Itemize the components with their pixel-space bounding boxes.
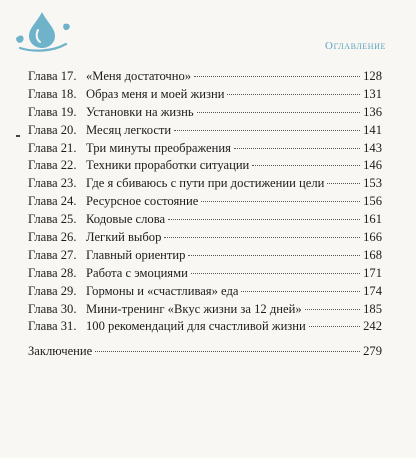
- page-number: 153: [363, 176, 382, 191]
- toc-entry[interactable]: [28, 301, 382, 319]
- table-of-contents: [28, 68, 382, 361]
- toc-entry[interactable]: [28, 68, 382, 86]
- page-number: 136: [363, 104, 382, 119]
- toc-entry[interactable]: [28, 104, 382, 122]
- chapter-title: Три минуты преображения: [86, 140, 231, 155]
- page-number: 171: [363, 265, 382, 280]
- dot-leader: [168, 218, 360, 220]
- dot-leader: [252, 164, 360, 166]
- chapter-title: Кодовые слова: [86, 212, 166, 227]
- toc-entry[interactable]: [28, 229, 382, 247]
- chapter-title: Гормоны и «счастливая» еда: [86, 283, 239, 298]
- chapter-title: Установки на жизнь: [86, 104, 194, 119]
- page-number: 156: [363, 194, 382, 209]
- chapter-number: Глава 20.: [28, 122, 77, 137]
- page-number: 161: [363, 212, 382, 227]
- chapter-number: Глава 17.: [28, 69, 77, 83]
- page-number: 242: [363, 319, 382, 334]
- chapter-number: Глава 19.: [28, 104, 77, 119]
- dot-leader: [327, 182, 360, 184]
- page-number: 131: [363, 86, 382, 101]
- dot-leader: [309, 325, 360, 327]
- dot-leader: [201, 200, 360, 202]
- dot-leader: [191, 272, 360, 274]
- chapter-title: Месяц легкости: [86, 122, 172, 137]
- page-number: 141: [363, 122, 382, 137]
- water-drop-splash-icon: [12, 8, 72, 52]
- chapter-title: Техники проработки ситуации: [86, 158, 250, 173]
- page-number: 174: [363, 283, 382, 298]
- dot-leader: [227, 93, 360, 95]
- dot-leader: [197, 111, 361, 113]
- chapter-number: Глава 31.: [28, 319, 77, 334]
- toc-entry[interactable]: [28, 193, 382, 211]
- dot-leader: [95, 350, 360, 352]
- toc-entry[interactable]: [28, 140, 382, 158]
- toc-entry[interactable]: [28, 283, 382, 301]
- toc-entry[interactable]: [28, 175, 382, 193]
- chapter-number: Глава 25.: [28, 212, 77, 227]
- margin-mark: [16, 135, 20, 137]
- dot-leader: [305, 308, 360, 310]
- chapter-number: Глава 29.: [28, 283, 77, 298]
- chapter-number: Глава 21.: [28, 140, 77, 155]
- toc-entry[interactable]: [28, 265, 382, 283]
- page-number: 143: [363, 140, 382, 155]
- chapter-title: Мини-тренинг «Вкус жизни за 12 дней»: [86, 301, 302, 316]
- page-number: 128: [363, 69, 382, 83]
- chapter-number: Глава 28.: [28, 265, 77, 280]
- chapter-title: Легкий выбор: [86, 230, 162, 245]
- chapter-title: Образ меня и моей жизни: [86, 86, 225, 101]
- dot-leader: [194, 75, 360, 77]
- dot-leader: [174, 129, 360, 131]
- chapter-number: Глава 22.: [28, 158, 77, 173]
- toc-entry[interactable]: [28, 247, 382, 265]
- chapter-number: Глава 27.: [28, 247, 77, 262]
- chapter-number: Глава 30.: [28, 301, 77, 316]
- chapter-title: Ресурсное состояние: [86, 194, 199, 209]
- dot-leader: [241, 290, 360, 292]
- dot-leader: [188, 254, 360, 256]
- toc-entry[interactable]: [28, 157, 382, 175]
- chapter-number: Глава 18.: [28, 86, 77, 101]
- page-number: 168: [363, 247, 382, 262]
- toc-entry-conclusion[interactable]: [28, 343, 382, 361]
- chapter-title: «Меня достаточно»: [86, 69, 192, 83]
- toc-entry[interactable]: [28, 318, 382, 336]
- chapter-number: Глава 24.: [28, 194, 77, 209]
- chapter-title: Работа с эмоциями: [86, 265, 188, 280]
- page-number: 279: [363, 344, 382, 359]
- toc-entry[interactable]: [28, 211, 382, 229]
- conclusion-title: Заключение: [28, 344, 93, 359]
- toc-entry[interactable]: [28, 86, 382, 104]
- toc-entry[interactable]: [28, 122, 382, 140]
- running-header-title: Оглавление: [325, 40, 386, 52]
- chapter-number: Глава 26.: [28, 230, 77, 245]
- chapter-title: Где я сбиваюсь с пути при достижении цели: [86, 176, 325, 191]
- chapter-title: 100 рекомендаций для счастливой жизни: [86, 319, 306, 334]
- chapter-title: Главный ориентир: [86, 247, 186, 262]
- dot-leader: [164, 236, 360, 238]
- page-number: 146: [363, 158, 382, 173]
- page-number: 166: [363, 230, 382, 245]
- page-number: 185: [363, 301, 382, 316]
- dot-leader: [234, 147, 360, 149]
- chapter-number: Глава 23.: [28, 176, 77, 191]
